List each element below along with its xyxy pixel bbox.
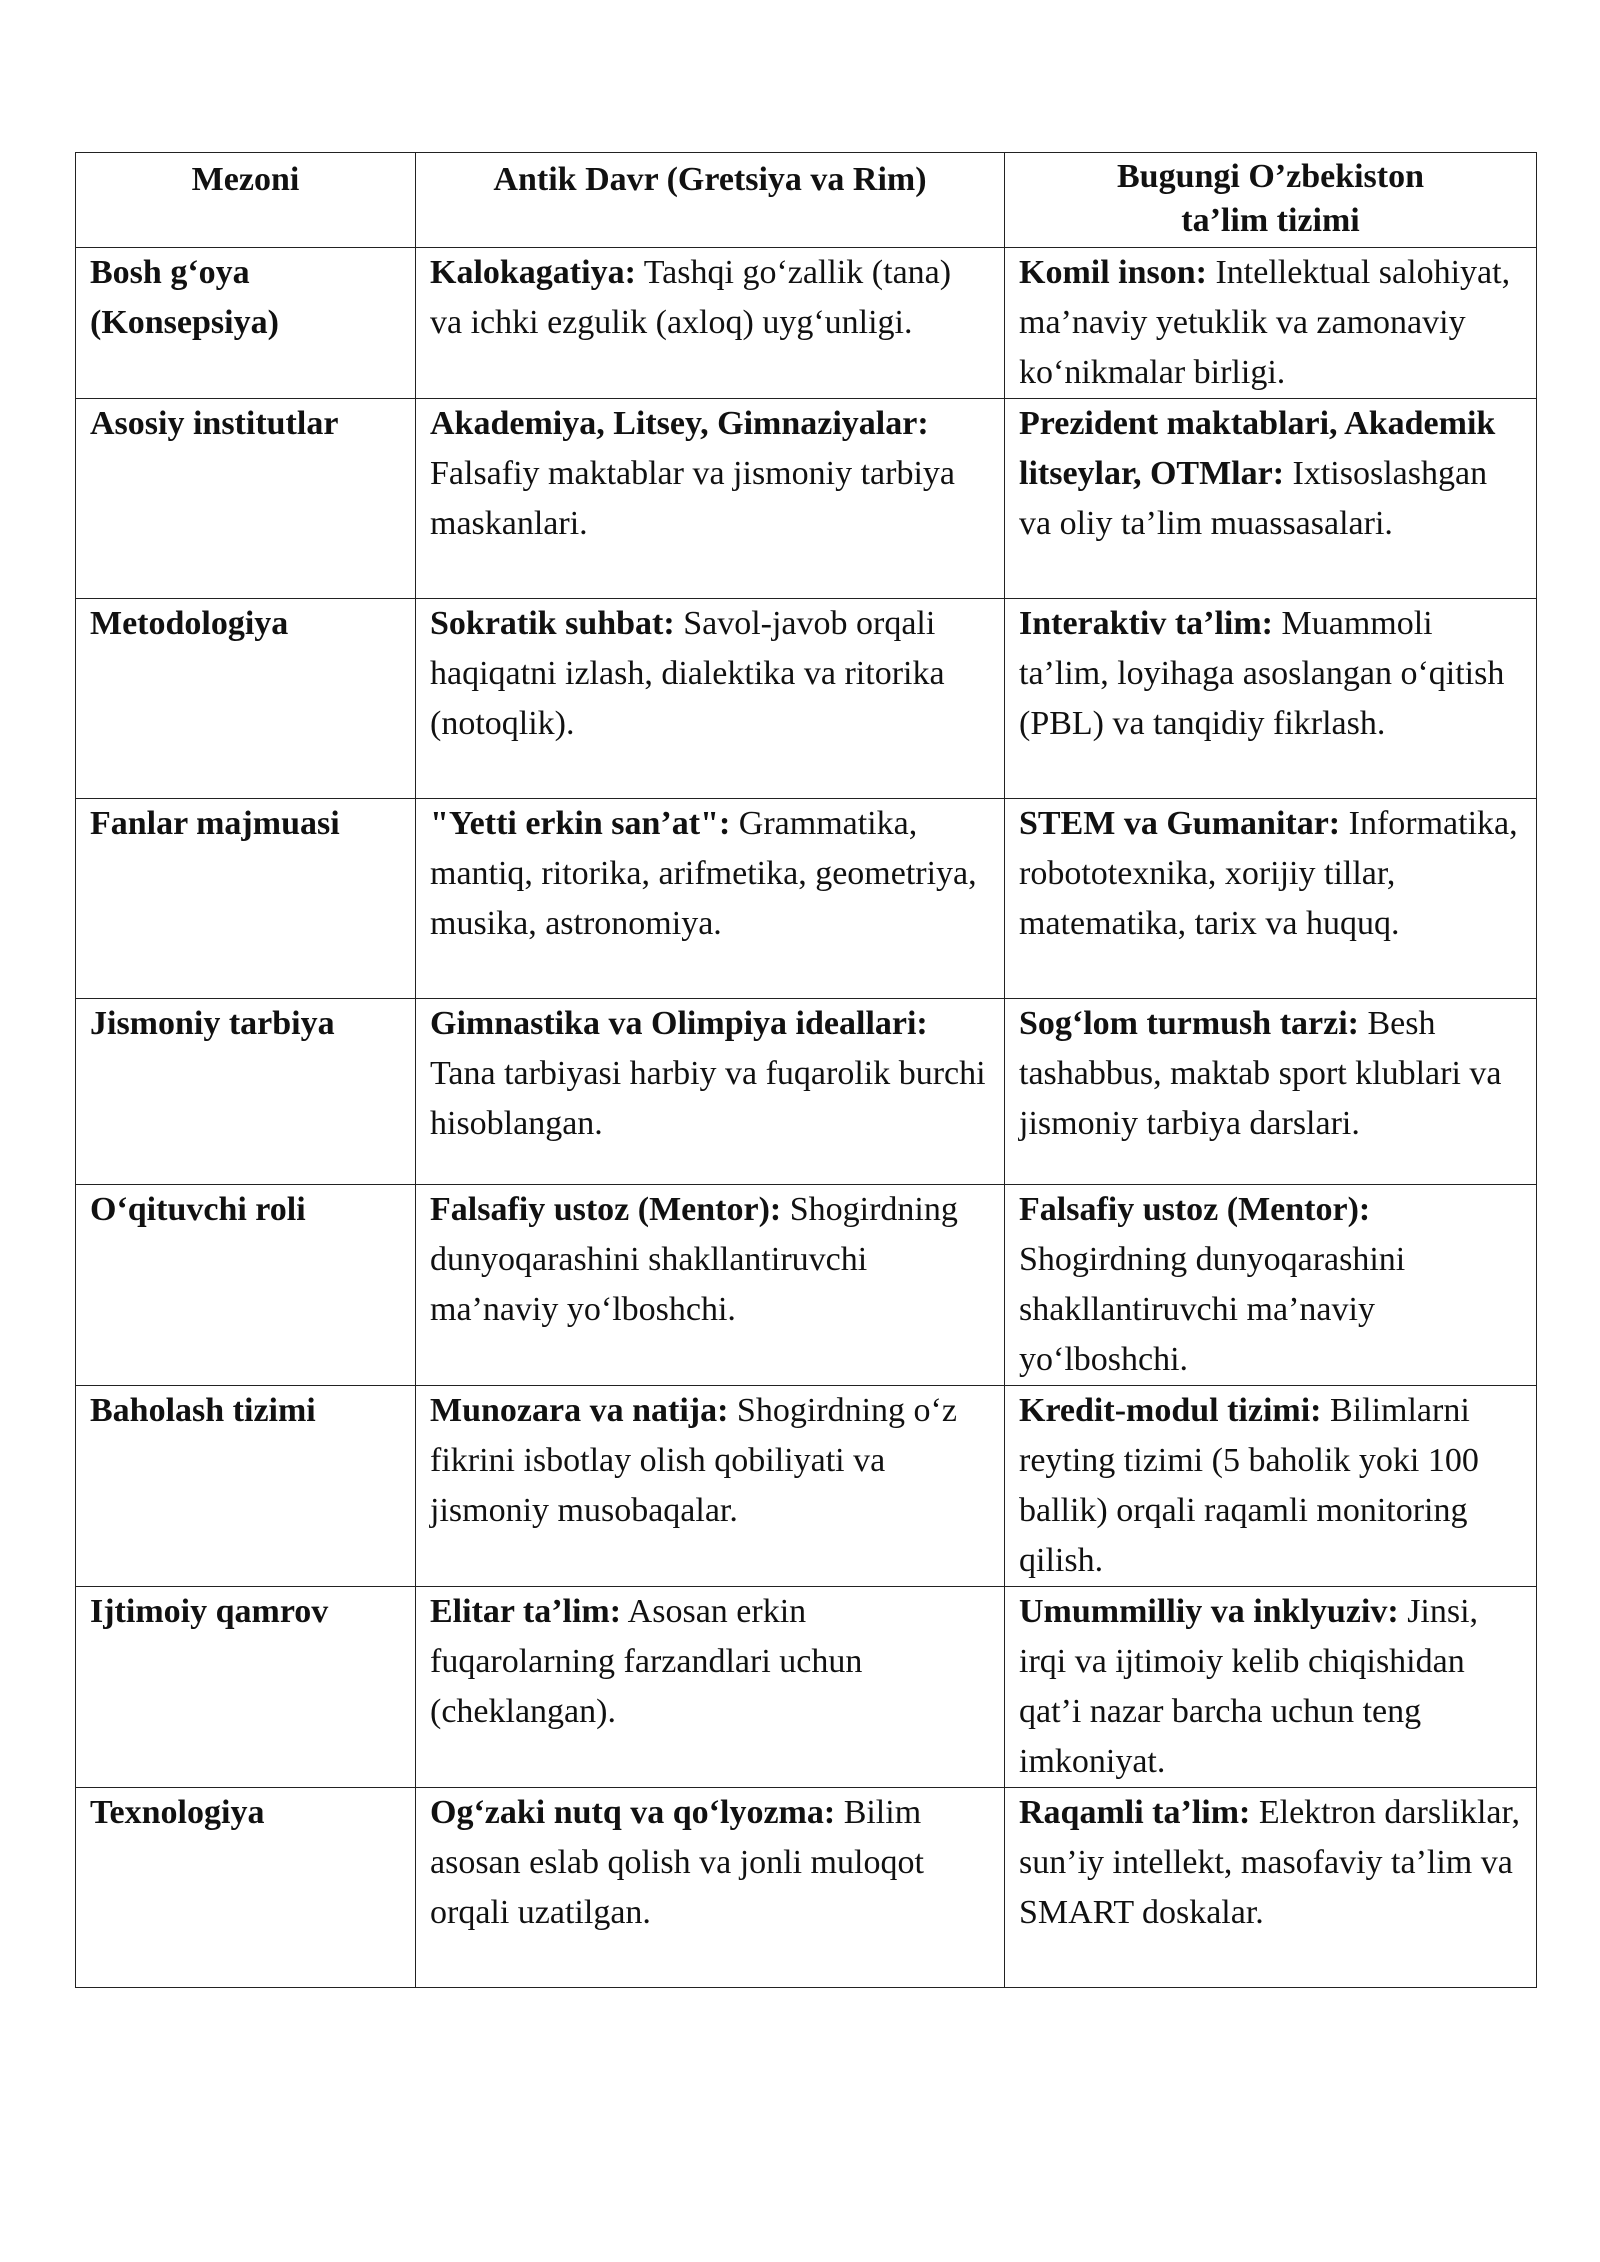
comparison-table [75,152,1537,1988]
antique-cell [416,1185,1005,1386]
modern-text: Jinsi, irqi va ijtimoiy kelib chiqishidan qat’i nazar barcha uchun teng imkoniyat. [1019,1593,1479,1780]
modern-cell [1005,1587,1537,1788]
antique-lead: Kalokagatiya: [430,254,636,291]
modern-lead: STEM va Gumanitar: [1019,805,1341,842]
antique-cell [416,1386,1005,1587]
modern-cell [1005,1386,1537,1587]
table-row [76,1788,1537,1988]
antique-text: Shogirdning dunyoqarashini shakllantiruvchi ma’naviy yo‘lboshchi. [430,1191,958,1328]
header-modern [1005,153,1537,248]
antique-cell [416,799,1005,999]
modern-cell [1005,248,1537,399]
header-row [76,153,1537,248]
modern-lead: Umummilliy va inklyuziv: [1019,1593,1399,1630]
modern-lead: Komil inson: [1019,254,1207,291]
criterion-cell: Bosh g‘oya (Konsepsiya) [76,248,416,399]
criterion-cell: Fanlar majmuasi [76,799,416,999]
antique-text: Savol-javob orqali haqiqatni izlash, dialektika va ritorika (notoqlik). [430,605,945,742]
header-modern-line-2: ta’lim tizimi [1181,202,1360,239]
table-row [76,799,1537,999]
modern-cell [1005,799,1537,999]
antique-text: Tashqi go‘zallik (tana) va ichki ezgulik (axloq) uyg‘unligi. [430,254,952,341]
modern-text: Besh tashabbus, maktab sport klublari va jismoniy tarbiya darslari. [1019,1005,1502,1142]
antique-cell [416,399,1005,599]
antique-text: Falsafiy maktablar va jismoniy tarbiya maskanlari. [430,455,955,542]
modern-lead: Interaktiv ta’lim: [1019,605,1274,642]
modern-cell [1005,1185,1537,1386]
antique-lead: Sokratik suhbat: [430,605,675,642]
antique-lead: Gimnastika va Olimpiya ideallari: [430,1005,928,1042]
modern-text: Elektron darsliklar, sun’iy intellekt, masofaviy ta’lim va SMART doskalar. [1019,1794,1520,1931]
antique-lead: "Yetti erkin san’at": [430,805,731,842]
antique-lead: Munozara va natija: [430,1392,729,1429]
header-antique [416,153,1005,248]
criterion-cell: Asosiy institutlar [76,399,416,599]
antique-cell [416,599,1005,799]
criterion-cell: Metodologiya [76,599,416,799]
antique-text: Grammatika, mantiq, ritorika, arifmetika, geometriya, musika, astronomiya. [430,805,977,942]
modern-lead: Sog‘lom turmush tarzi: [1019,1005,1359,1042]
table-row [76,599,1537,799]
header-antique-text: Antik Davr (Gretsiya va Rim) [493,161,927,198]
header-criterion-text: Mezoni [191,161,300,198]
modern-text: Muammoli ta’lim, loyihaga asoslangan o‘qitish (PBL) va tanqidiy fikrlash. [1019,605,1505,742]
criterion-cell: Baholash tizimi [76,1386,416,1587]
modern-lead: Kredit-modul tizimi: [1019,1392,1322,1429]
header-modern-line-1: Bugungi O’zbekiston [1116,158,1425,195]
antique-cell [416,248,1005,399]
modern-cell [1005,399,1537,599]
header-criterion [76,153,416,248]
criterion-cell: O‘qituvchi roli [76,1185,416,1386]
table-row [76,399,1537,599]
antique-lead: Falsafiy ustoz (Mentor): [430,1191,782,1228]
antique-lead: Akademiya, Litsey, Gimnaziyalar: [430,405,929,442]
antique-lead: Elitar ta’lim: [430,1593,622,1630]
modern-lead: Raqamli ta’lim: [1019,1794,1251,1831]
antique-text: Tana tarbiyasi harbiy va fuqarolik burchi hisoblangan. [430,1055,986,1142]
modern-text: Shogirdning dunyoqarashini shakllantiruvchi ma’naviy yo‘lboshchi. [1019,1241,1406,1378]
antique-lead: Og‘zaki nutq va qo‘lyozma: [430,1794,836,1831]
table-row [76,1386,1537,1587]
antique-text: Bilim asosan eslab qolish va jonli muloqot orqali uzatilgan. [430,1794,924,1931]
antique-text: Asosan erkin fuqarolarning farzandlari uchun (cheklangan). [430,1593,863,1730]
table-row [76,999,1537,1185]
table-row [76,1185,1537,1386]
antique-text: Shogirdning o‘z fikrini isbotlay olish qobiliyati va jismoniy musobaqalar. [430,1392,957,1529]
antique-cell [416,999,1005,1185]
modern-lead: Prezident maktablari, Akademik litseylar, OTMlar: [1019,405,1496,492]
modern-cell [1005,999,1537,1185]
table-row [76,1587,1537,1788]
modern-cell [1005,599,1537,799]
antique-cell [416,1587,1005,1788]
modern-cell [1005,1788,1537,1988]
modern-text: Intellektual salohiyat, ma’naviy yetuklik va zamonaviy ko‘nikmalar birligi. [1019,254,1511,391]
modern-text: Bilimlarni reyting tizimi (5 baholik yoki 100 ballik) orqali raqamli monitoring qilish. [1019,1392,1479,1579]
modern-lead: Falsafiy ustoz (Mentor): [1019,1191,1371,1228]
criterion-cell: Ijtimoiy qamrov [76,1587,416,1788]
table-row [76,248,1537,399]
antique-cell [416,1788,1005,1988]
criterion-cell: Texnologiya [76,1788,416,1988]
criterion-cell: Jismoniy tarbiya [76,999,416,1185]
modern-text: Informatika, robototexnika, xorijiy tillar, matematika, tarix va huquq. [1019,805,1518,942]
modern-text: Ixtisoslashgan va oliy ta’lim muassasalari. [1019,455,1488,542]
